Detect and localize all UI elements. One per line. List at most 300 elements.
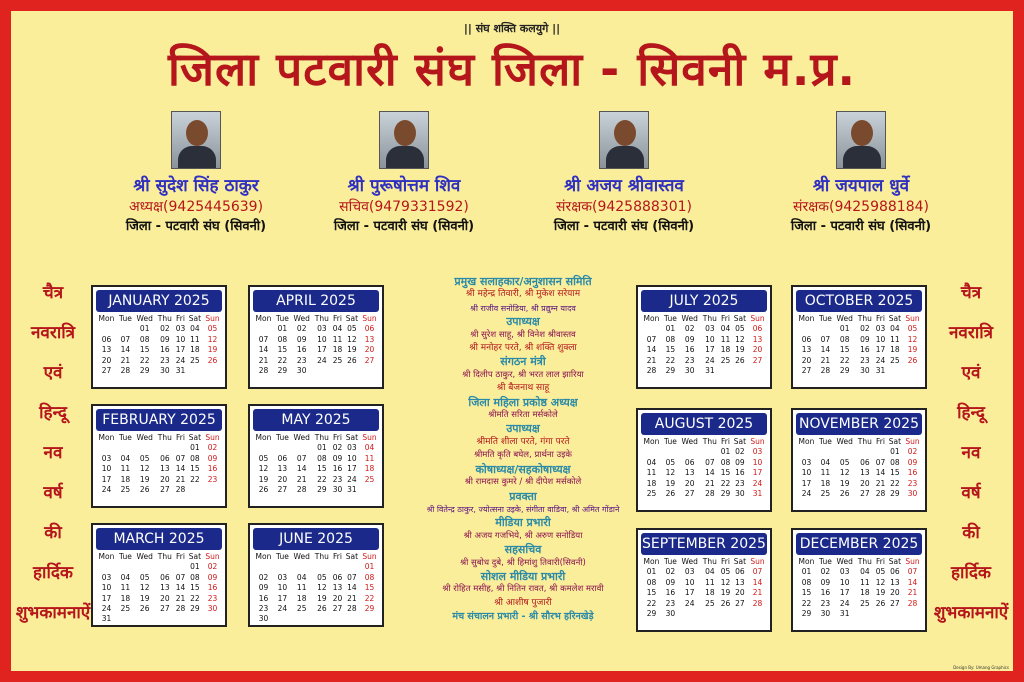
month-title: DECEMBER 2025	[796, 533, 922, 555]
day-header: Sun	[905, 437, 920, 446]
day-header: Thu	[702, 314, 717, 323]
date-cell	[313, 614, 332, 624]
date-cell: 18	[332, 345, 343, 355]
date-cell	[732, 609, 748, 619]
day-header: Thu	[157, 552, 172, 561]
date-cell: 19	[875, 588, 886, 598]
date-cell	[156, 443, 175, 453]
day-header: Wed	[836, 437, 853, 446]
date-cell: 21	[907, 588, 918, 598]
committee-heading: जिला महिला प्रकोष्ठ अध्यक्ष	[468, 395, 578, 409]
date-cell: 05	[720, 567, 731, 577]
date-cell: 09	[258, 583, 269, 593]
day-header: Tue	[119, 314, 132, 323]
date-cell	[344, 366, 360, 376]
person-role: संरक्षक(9425888301)	[556, 199, 692, 215]
date-cell: 25	[190, 355, 200, 365]
day-header: Wed	[293, 552, 310, 561]
date-cell	[253, 562, 274, 572]
date-cell	[834, 447, 856, 457]
date-cell	[719, 609, 732, 619]
date-cell	[134, 443, 156, 453]
date-cell: 12	[258, 464, 269, 474]
day-header: Tue	[664, 557, 677, 566]
day-header: Sat	[733, 437, 747, 446]
date-cell: 01	[139, 324, 150, 334]
date-cell: 07	[875, 457, 886, 467]
date-cell: 01	[720, 447, 731, 457]
date-cell: 16	[332, 464, 343, 474]
date-cell	[331, 562, 344, 572]
date-cell: 21	[820, 355, 831, 365]
date-cell: 23	[907, 478, 918, 488]
date-cell: 13	[277, 464, 288, 474]
date-cell: 17	[839, 588, 850, 598]
date-cell: 15	[890, 468, 900, 478]
month-title: FEBRUARY 2025	[96, 409, 222, 431]
date-cell: 12	[347, 334, 357, 344]
day-header: Thu	[702, 557, 717, 566]
date-cell: 08	[277, 334, 288, 344]
date-cell: 03	[875, 324, 886, 334]
month-calendar	[636, 528, 772, 632]
person-4	[736, 111, 986, 237]
date-cell: 06	[364, 324, 375, 334]
greeting-word: एवं	[961, 363, 981, 383]
day-header: Thu	[857, 314, 872, 323]
date-cell: 01	[665, 324, 676, 334]
date-cell: 30	[296, 366, 307, 376]
date-cell: 29	[277, 366, 288, 376]
date-cell: 19	[317, 593, 327, 603]
date-cell: 23	[684, 355, 695, 365]
date-cell: 25	[820, 489, 831, 499]
greeting-word: वर्ष	[961, 483, 981, 503]
date-cell	[360, 485, 379, 495]
date-cell: 30	[160, 366, 170, 376]
greeting-word: चैत्र	[960, 283, 982, 303]
date-cell: 23	[860, 355, 870, 365]
date-cell: 05	[317, 572, 327, 582]
date-cell: 04	[296, 572, 307, 582]
date-cell: 30	[258, 614, 269, 624]
committee-members: श्री महेन्द्र तिवारी, श्री मुकेश सरेयाम	[465, 289, 581, 300]
date-cell: 10	[839, 577, 850, 587]
date-cell: 31	[839, 609, 850, 619]
date-cell: 11	[120, 583, 131, 593]
day-header: Sat	[733, 314, 747, 323]
date-cell: 23	[296, 355, 307, 365]
committee-members: श्री सुरेश साहू, श्री विनेश श्रीवास्तव	[470, 329, 576, 340]
date-cell: 08	[890, 457, 900, 467]
date-cell: 17	[347, 464, 357, 474]
date-cell: 27	[160, 604, 170, 614]
date-cell: 05	[139, 453, 150, 463]
date-cell: 21	[120, 355, 131, 365]
date-cell: 23	[258, 604, 269, 614]
date-cell: 09	[332, 453, 343, 463]
date-cell: 16	[296, 345, 307, 355]
day-header: Sun	[205, 314, 220, 323]
date-cell: 03	[101, 572, 112, 582]
day-header: Wed	[681, 557, 698, 566]
date-cell: 02	[907, 447, 918, 457]
date-cell: 09	[735, 457, 745, 467]
committee-members: श्री राजीव सनोडिया, श्री प्रद्युम्न यादव	[470, 303, 576, 313]
date-cell	[96, 443, 117, 453]
date-cell: 12	[907, 334, 918, 344]
greeting-word: हिन्दू	[39, 403, 67, 423]
date-cell: 09	[207, 572, 218, 582]
date-cell: 20	[332, 593, 343, 603]
date-cell: 14	[175, 464, 186, 474]
date-cell: 04	[720, 324, 731, 334]
date-cell: 21	[296, 474, 307, 484]
date-cell	[117, 324, 134, 334]
date-cell: 01	[190, 562, 200, 572]
month-calendar	[248, 285, 384, 389]
date-cell: 29	[801, 609, 812, 619]
date-cell: 30	[665, 609, 676, 619]
date-cell: 08	[317, 453, 327, 463]
committee-heading: प्रवक्ता	[509, 489, 537, 503]
date-cell: 26	[839, 489, 850, 499]
date-cell: 22	[139, 355, 150, 365]
day-header: Sun	[905, 557, 920, 566]
month-title: APRIL 2025	[253, 290, 379, 312]
date-cell: 20	[160, 474, 170, 484]
date-cell: 12	[839, 468, 850, 478]
committee-members: श्री आशीष पुजारी	[494, 597, 552, 608]
date-cell: 24	[101, 485, 112, 495]
date-cell: 31	[101, 614, 112, 624]
day-header: Fri	[176, 552, 185, 561]
date-cell: 22	[317, 474, 327, 484]
date-cell	[748, 366, 767, 376]
date-cell: 29	[364, 604, 375, 614]
date-cell: 02	[258, 572, 269, 582]
date-cell: 15	[801, 588, 812, 598]
date-cell: 20	[160, 593, 170, 603]
date-cell: 02	[332, 443, 343, 453]
date-cell: 11	[190, 334, 200, 344]
date-cell	[796, 447, 817, 457]
portrait-photo	[836, 111, 886, 169]
date-cell: 26	[139, 604, 150, 614]
day-header: Wed	[293, 314, 310, 323]
date-cell: 02	[820, 567, 831, 577]
date-cell: 12	[139, 583, 150, 593]
date-cell	[174, 443, 187, 453]
date-cell: 06	[735, 567, 745, 577]
committee-members: श्री रामदास कुमरे / श्री दीपेश मर्सकोले	[464, 477, 582, 488]
date-cell	[253, 324, 274, 334]
date-cell: 27	[890, 598, 900, 608]
day-header: Fri	[721, 437, 730, 446]
greeting-word: की	[44, 523, 62, 543]
date-cell: 29	[317, 485, 327, 495]
date-cell: 12	[720, 577, 731, 587]
month-title: MAY 2025	[253, 409, 379, 431]
date-cell	[856, 447, 875, 457]
date-cell: 26	[207, 355, 218, 365]
date-cell	[203, 366, 222, 376]
date-cell: 25	[705, 598, 715, 608]
date-cell: 06	[277, 453, 288, 463]
date-cell	[117, 443, 134, 453]
date-cell: 02	[735, 447, 745, 457]
date-cell: 21	[875, 478, 886, 488]
date-cell	[701, 609, 720, 619]
day-header: Fri	[333, 552, 342, 561]
date-cell: 14	[820, 345, 831, 355]
date-cell	[360, 366, 379, 376]
date-cell: 27	[801, 366, 812, 376]
date-cell: 19	[207, 345, 218, 355]
date-cell	[344, 562, 360, 572]
date-cell: 12	[875, 577, 886, 587]
date-cell: 20	[277, 474, 288, 484]
date-cell: 14	[258, 345, 269, 355]
date-cell: 17	[101, 593, 112, 603]
date-cell	[313, 562, 332, 572]
date-cell: 25	[890, 355, 900, 365]
month-calendar	[248, 523, 384, 627]
date-cell: 03	[347, 443, 357, 453]
date-cell: 03	[101, 453, 112, 463]
date-cell: 13	[101, 345, 112, 355]
date-cell: 22	[190, 474, 200, 484]
date-cell: 05	[907, 324, 918, 334]
date-cell: 08	[190, 453, 200, 463]
date-cell: 27	[735, 598, 745, 608]
greeting-word: हार्दिक	[33, 563, 73, 583]
date-cell: 25	[364, 474, 375, 484]
date-cell: 22	[720, 478, 731, 488]
date-cell: 26	[347, 355, 357, 365]
date-cell	[96, 324, 117, 334]
day-header: Sat	[345, 433, 359, 442]
date-cell	[274, 562, 291, 572]
date-cell: 29	[665, 366, 676, 376]
date-cell: 21	[347, 593, 357, 603]
date-cell: 20	[752, 345, 763, 355]
date-cell: 03	[839, 567, 850, 577]
date-cell: 07	[752, 567, 763, 577]
date-cell	[274, 443, 291, 453]
date-cell: 19	[139, 474, 150, 484]
date-cell: 06	[160, 453, 170, 463]
committee-heading: संगठन मंत्री	[500, 355, 546, 369]
date-cell: 05	[839, 457, 850, 467]
date-cell: 26	[735, 355, 745, 365]
date-cell: 01	[801, 567, 812, 577]
date-cell: 07	[175, 453, 186, 463]
date-cell: 21	[646, 355, 657, 365]
date-cell: 24	[101, 604, 112, 614]
date-cell	[174, 562, 187, 572]
day-header: Sat	[733, 557, 747, 566]
month-title: SEPTEMBER 2025	[641, 533, 767, 555]
date-cell: 14	[875, 468, 886, 478]
date-cell: 30	[860, 366, 870, 376]
date-cell: 29	[890, 489, 900, 499]
person-name: श्री सुदेश सिंह ठाकुर	[133, 176, 259, 196]
day-header: Fri	[721, 314, 730, 323]
date-cell: 27	[332, 604, 343, 614]
month-title: JANUARY 2025	[96, 290, 222, 312]
date-cell: 15	[665, 345, 676, 355]
date-cell: 25	[646, 489, 657, 499]
date-cell: 28	[175, 485, 186, 495]
date-cell: 29	[190, 604, 200, 614]
month-calendar	[91, 404, 227, 508]
date-cell: 28	[347, 604, 357, 614]
date-cell	[117, 562, 134, 572]
date-cell: 17	[684, 588, 695, 598]
greeting-word: शुभकामनाऐं	[15, 603, 91, 623]
date-cell	[856, 609, 875, 619]
date-cell: 16	[860, 345, 870, 355]
date-cell: 28	[175, 604, 186, 614]
committee-members: श्री मनोहर परते, श्री शक्ति शुक्ला	[469, 343, 577, 354]
date-cell: 18	[190, 345, 200, 355]
date-cell	[96, 562, 117, 572]
date-cell: 06	[752, 324, 763, 334]
date-cell: 03	[277, 572, 288, 582]
date-cell: 11	[720, 334, 731, 344]
day-header: Mon	[98, 433, 115, 442]
date-cell: 03	[752, 447, 763, 457]
date-cell: 26	[875, 598, 886, 608]
date-cell: 25	[860, 598, 870, 608]
date-cell: 19	[907, 345, 918, 355]
committee-heading: कोषाध्यक्ष/सहकोषाध्यक्ष	[475, 462, 571, 476]
date-cell: 11	[296, 583, 307, 593]
date-cell	[679, 447, 701, 457]
date-cell: 18	[364, 464, 375, 474]
date-cell: 07	[907, 567, 918, 577]
date-cell: 29	[139, 366, 150, 376]
date-cell: 22	[364, 593, 375, 603]
date-cell	[344, 614, 360, 624]
date-cell: 05	[875, 567, 886, 577]
date-cell: 23	[207, 474, 218, 484]
day-header: Sun	[205, 552, 220, 561]
date-cell: 13	[801, 345, 812, 355]
date-cell: 07	[258, 334, 269, 344]
date-cell: 15	[364, 583, 375, 593]
date-cell: 19	[347, 345, 357, 355]
date-cell: 14	[646, 345, 657, 355]
date-cell	[732, 366, 748, 376]
portrait-photo	[379, 111, 429, 169]
date-cell: 28	[258, 366, 269, 376]
date-cell: 24	[875, 355, 886, 365]
greeting-word: वर्ष	[43, 483, 63, 503]
date-cell: 07	[175, 572, 186, 582]
date-cell: 24	[317, 355, 327, 365]
date-cell: 09	[907, 457, 918, 467]
date-cell: 12	[665, 468, 676, 478]
day-header: Mon	[255, 552, 272, 561]
date-cell: 01	[890, 447, 900, 457]
greeting-word: हार्दिक	[951, 563, 991, 583]
date-cell: 01	[317, 443, 327, 453]
date-cell: 03	[801, 457, 812, 467]
date-cell: 30	[820, 609, 831, 619]
date-cell: 04	[120, 572, 131, 582]
date-cell: 22	[277, 355, 288, 365]
date-cell: 11	[820, 468, 831, 478]
committee-heading: मीडिया प्रभारी	[495, 516, 551, 530]
date-cell: 30	[735, 489, 745, 499]
day-header: Thu	[314, 552, 329, 561]
date-cell: 26	[258, 485, 269, 495]
day-header: Tue	[819, 557, 832, 566]
day-header: Wed	[293, 433, 310, 442]
date-cell: 21	[175, 474, 186, 484]
greeting-word: शुभकामनाऐं	[933, 603, 1009, 623]
date-cell: 16	[207, 583, 218, 593]
date-cell: 11	[364, 453, 375, 463]
date-cell: 13	[860, 468, 870, 478]
date-cell: 01	[646, 567, 657, 577]
date-cell: 18	[720, 345, 731, 355]
person-name: श्री पुरूषोत्तम शिव	[347, 176, 461, 196]
date-cell: 13	[752, 334, 763, 344]
date-cell: 24	[801, 489, 812, 499]
month-title: JULY 2025	[641, 290, 767, 312]
date-cell: 18	[705, 588, 715, 598]
date-cell: 07	[120, 334, 131, 344]
person-name: श्री जयपाल धुर्वे	[812, 176, 910, 196]
date-cell	[187, 614, 203, 624]
day-header: Sun	[750, 314, 765, 323]
day-header: Sat	[188, 314, 202, 323]
portrait-photo	[171, 111, 221, 169]
date-cell: 19	[139, 593, 150, 603]
date-cell: 23	[665, 598, 676, 608]
date-cell: 04	[705, 567, 715, 577]
date-cell: 07	[646, 334, 657, 344]
day-header: Thu	[157, 433, 172, 442]
date-cell: 05	[139, 572, 150, 582]
date-cell: 19	[720, 588, 731, 598]
date-cell: 10	[277, 583, 288, 593]
date-cell: 16	[258, 593, 269, 603]
month-calendar	[248, 404, 384, 508]
date-cell: 17	[175, 345, 186, 355]
greeting-right	[931, 273, 1011, 633]
date-cell	[887, 609, 903, 619]
day-header: Tue	[119, 433, 132, 442]
day-header: Tue	[664, 437, 677, 446]
date-cell	[903, 366, 922, 376]
date-cell: 31	[705, 366, 715, 376]
date-cell: 08	[801, 577, 812, 587]
date-cell: 10	[705, 334, 715, 344]
date-cell: 31	[875, 366, 886, 376]
date-cell	[874, 609, 887, 619]
date-cell: 14	[705, 468, 715, 478]
date-cell: 25	[720, 355, 731, 365]
greeting-word: एवं	[43, 363, 63, 383]
date-cell: 17	[317, 345, 327, 355]
date-cell: 16	[665, 588, 676, 598]
date-cell: 17	[752, 468, 763, 478]
date-cell: 17	[875, 345, 886, 355]
